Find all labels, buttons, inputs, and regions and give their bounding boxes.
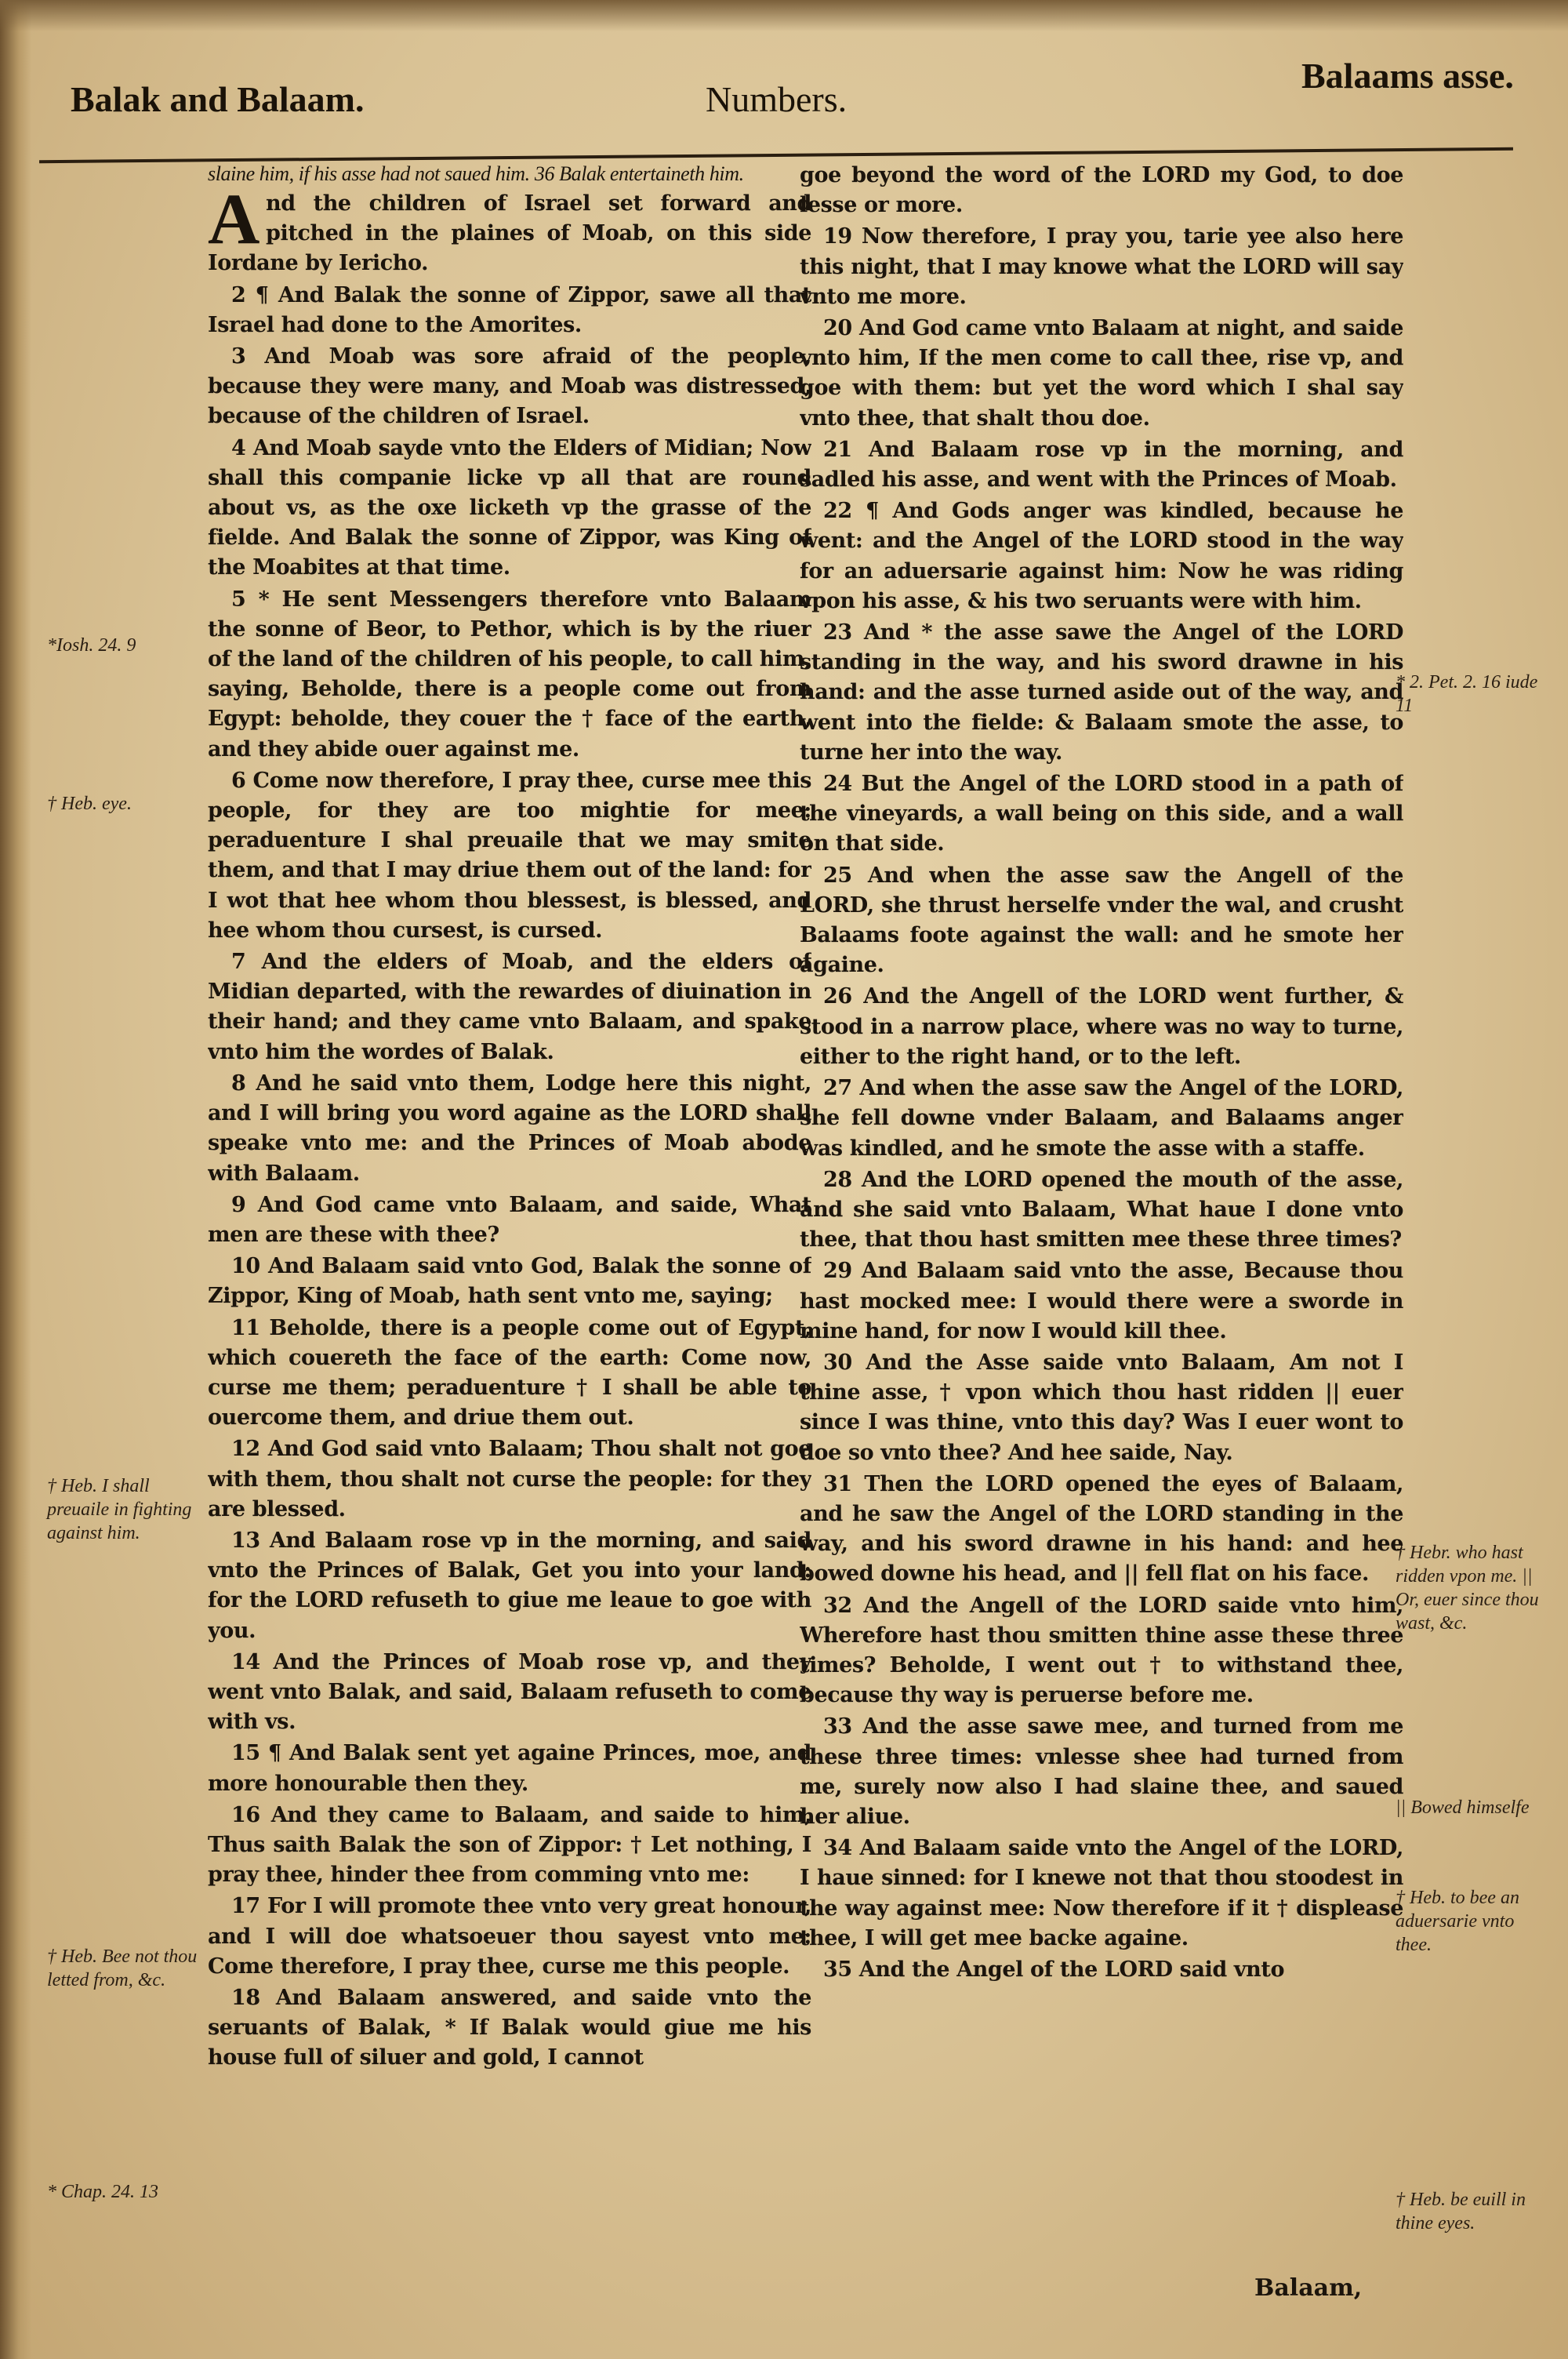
verse-30: 30 And the Asse saide vnto Balaam, Am not I thine asse, † vpon which thou hast ridden || euer since I was thine, vnto this day? Was I euer wont to doe so vnto thee? And hee saide, Nay. <box>800 1350 1403 1465</box>
verse-24: 24 But the Angel of the LORD stood in a path of the vineyards, a wall being on this side, and a wall on that side. <box>800 772 1403 856</box>
verse-text: nd the children of Israel set forward and pitched in the plaines of Moab, on this side Iordane by Iericho. <box>208 191 811 276</box>
verse-15: 15 ¶ And Balak sent yet againe Princes, moe, and more honourable then they. <box>208 1741 811 1796</box>
drop-cap: A <box>208 179 260 259</box>
verse-9: 9 And God came vnto Balaam, and saide, What men are these with thee? <box>208 1192 811 1247</box>
verse-22: 22 ¶ And Gods anger was kindled, because he went: and the Angel of the LORD stood in the way for an aduersarie against him: Now he was riding vpon his asse, & his two seruants were with him. <box>800 499 1403 613</box>
verse-32: 32 And the Angell of the LORD saide vnto him, Wherefore hast thou smitten thine asse these three times? Beholde, I went out † to withstand thee, because thy way is peruerse before me. <box>800 1593 1403 1708</box>
running-head-book-title: Numbers. <box>706 79 848 119</box>
verse-17: 17 For I will promote thee vnto very great honour, and I will doe whatsoeuer thou sayest vnto me: Come therefore, I pray thee, curse me this people. <box>208 1894 811 1979</box>
verse-7: 7 And the elders of Moab, and the elders of Midian departed, with the rewardes of diuination in their hand; and they came vnto Balaam, and spake vnto him the wordes of Balak. <box>208 950 811 1064</box>
text-column-right <box>800 161 1403 2349</box>
verse-25: 25 And when the asse saw the Angell of the LORD, she thrust herselfe vnder the wal, and crusht Balaams foote against the wall: and he smote her againe. <box>800 863 1403 978</box>
verse-10: 10 And Balaam said vnto God, Balak the sonne of Zippor, King of Moab, hath sent vnto me, saying; <box>208 1254 811 1309</box>
verse-13: 13 And Balaam rose vp in the morning, and said vnto the Princes of Balak, Get you into your land: for the LORD refuseth to giue me leaue to goe with you. <box>208 1528 811 1643</box>
verse-33: 33 And the asse sawe mee, and turned from me these three times: vnlesse shee had turned from me, surely now also I had slaine thee, and saued her aliue. <box>800 1714 1403 1829</box>
verse-21: 21 And Balaam rose vp in the morning, and sadled his asse, and went with the Princes of Moab. <box>800 437 1403 493</box>
margin-note-left: † Heb. I shall preuaile in fighting against him. <box>47 1476 192 1543</box>
verse-11: 11 Beholde, there is a people come out of Egypt, which couereth the face of the earth: Come now, curse me them; peraduenture † I shall be able to ouercome them, and driue them out. <box>208 1315 811 1430</box>
verse-16: 16 And they came to Balaam, and saide to him, Thus saith Balak the son of Zippor: † Let nothing, I pray thee, hinder thee from comming vnto me: <box>208 1802 811 1888</box>
verse-1 <box>208 179 811 279</box>
margin-note-right: † Hebr. who hast ridden vpon me. || Or, euer since thou wast, &c. <box>1396 1543 1539 1634</box>
margin-note-right: † Heb. to bee an aduersarie vnto thee. <box>1396 1888 1519 1955</box>
margin-note-left: * Chap. 24. 13 <box>47 2182 159 2202</box>
margin-note-left: † Heb. eye. <box>47 794 132 814</box>
margin-note-left: *Iosh. 24. 9 <box>47 635 136 656</box>
verse-29: 29 And Balaam said vnto the asse, Because thou hast mocked mee: I would there were a sworde in mine hand, for now I would kill thee. <box>800 1259 1403 1343</box>
page-top-edge-shadow <box>0 0 1568 31</box>
running-head-right: Balaams asse. <box>1301 56 1514 96</box>
verse-19: 19 Now therefore, I pray you, tarie yee also here this night, that I may knowe what the LORD will say vnto me more. <box>800 224 1403 309</box>
verse-35: 35 And the Angel of the LORD said vnto <box>823 1957 1285 1982</box>
verse-31: 31 Then the LORD opened the eyes of Balaam, and he saw the Angel of the LORD standing in the way, and his sword drawne in his hand: and hee bowed downe his head, and || fell flat on his face. <box>800 1471 1403 1587</box>
margin-note-right: * 2. Pet. 2. 16 iude 11 <box>1396 672 1538 716</box>
verse-2: 2 ¶ And Balak the sonne of Zippor, sawe all that Israel had done to the Amorites. <box>208 282 811 337</box>
verse-27: 27 And when the asse saw the Angel of the LORD, she fell downe vnder Balaam, and Balaams anger was kindled, and he smote the asse with a staffe. <box>800 1076 1403 1161</box>
verse-34: 34 And Balaam saide vnto the Angel of the LORD, I haue sinned: for I knewe not that thou stoodest in the way against mee: Now therefore if it † displease thee, I will get mee backe againe. <box>800 1836 1403 1950</box>
chapter-summary-end: slaine him, if his asse had not saued him. 36 Balak entertaineth him. <box>208 162 744 185</box>
verse-14: 14 And the Princes of Moab rose vp, and they went vnto Balak, and said, Balaam refuseth to come with vs. <box>208 1649 811 1735</box>
running-head-left: Balak and Balaam. <box>71 79 365 119</box>
verse-23: 23 And * the asse sawe the Angel of the LORD standing in the way, and his sword drawne in his hand: and the asse turned aside out of the way, and went into the fielde: & Balaam smote the asse, to turne her into the way. <box>800 620 1403 765</box>
verse-8: 8 And he said vnto them, Lodge here this night, and I will bring you word againe as the LORD shall speake vnto me: and the Princes of Moab abode with Balaam. <box>208 1070 811 1186</box>
verse-28: 28 And the LORD opened the mouth of the asse, and she said vnto Balaam, What haue I done vnto thee, that thou hast smitten mee these three times? <box>800 1167 1403 1252</box>
page-left-edge-shadow <box>0 0 31 2359</box>
verse-12: 12 And God said vnto Balaam; Thou shalt not goe with them, thou shalt not curse the people: for they are blessed. <box>208 1437 811 1521</box>
verse-26: 26 And the Angell of the LORD went further, & stood in a narrow place, where was no way to turne, either to the right hand, or to the left. <box>800 984 1403 1069</box>
verse-18-continued: goe beyond the word of the LORD my God, to doe lesse or more. <box>800 163 1403 218</box>
verse-6: 6 Come now therefore, I pray thee, curse mee this people, for they are too mightie for mee: peraduenture I shal preuaile that we may smite them, and that I may driue them out of the land: for I wot that hee whom thou blessest, is blessed, and hee whom thou cursest, is cursed. <box>208 768 811 943</box>
verse-20: 20 And God came vnto Balaam at night, and saide vnto him, If the men come to call thee, rise vp, and goe with them: but yet the word which I shal say vnto thee, that shalt thou doe. <box>800 316 1403 431</box>
verse-4: 4 And Moab sayde vnto the Elders of Midian; Now shall this companie licke vp all that are round about vs, as the oxe licketh vp the grasse of the fielde. And Balak the sonne of Zippor, was King of the Moabites at that time. <box>208 435 811 580</box>
margin-note-right: † Heb. be euill in thine eyes. <box>1396 2190 1526 2234</box>
text-column-left <box>208 161 811 2349</box>
margin-note-left: † Heb. Bee not thou letted from, &c. <box>47 1946 198 1990</box>
verse-3: 3 And Moab was sore afraid of the people, because they were many, and Moab was distressed, because of the children of Israel. <box>208 344 811 429</box>
verse-18: 18 And Balaam answered, and saide vnto the seruants of Balak, * If Balak would giue me his house full of siluer and gold, I cannot <box>208 1985 811 2070</box>
catchword: Balaam, <box>1254 2274 1363 2302</box>
margin-note-right: || Bowed himselfe <box>1396 1797 1530 1818</box>
verse-5: 5 * He sent Messengers therefore vnto Balaam the sonne of Beor, to Pethor, which is by the riuer of the land of the children of his people, to call him, saying, Beholde, there is a people come out from Egypt: beholde, they couer the † face of the earth, and they abide ouer against me. <box>208 587 811 761</box>
